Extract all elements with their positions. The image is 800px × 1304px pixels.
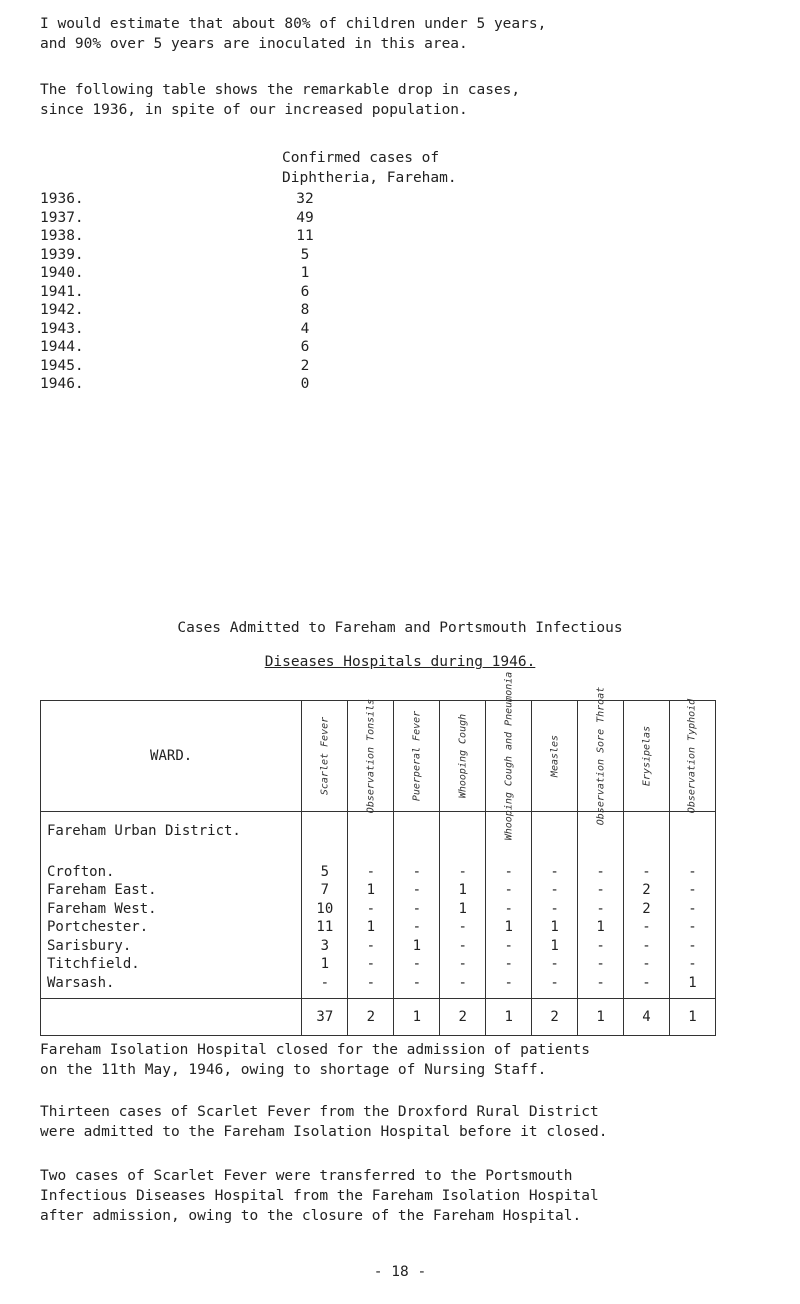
ward-names-cell bbox=[41, 812, 302, 999]
table-cell: - bbox=[596, 900, 605, 917]
confirmed-title-line1: Confirmed cases of bbox=[282, 150, 440, 166]
data-column bbox=[578, 812, 624, 999]
total-cell: 2 bbox=[440, 999, 486, 1036]
total-cell: 2 bbox=[348, 999, 394, 1036]
table-cell: - bbox=[412, 956, 422, 972]
table-cell: - bbox=[504, 937, 513, 954]
table-cell: - bbox=[688, 937, 697, 954]
table-cell: 11 bbox=[316, 919, 334, 935]
table-cell: 1 bbox=[596, 919, 605, 935]
confirmed-row bbox=[40, 247, 440, 266]
table-cell: 2 bbox=[642, 900, 651, 917]
cases: 1 bbox=[300, 265, 310, 281]
section-label: Fareham Urban District. bbox=[47, 823, 241, 839]
table-cell: 1 bbox=[412, 937, 422, 954]
total-cell: 1 bbox=[669, 999, 715, 1036]
disease-header bbox=[394, 701, 440, 812]
disease-header-label: Observation Typhoid bbox=[686, 698, 698, 814]
table-cell: - bbox=[366, 863, 376, 880]
table-cell: - bbox=[412, 882, 422, 898]
year: 1943. bbox=[40, 320, 84, 337]
disease-header-label: Scarlet Fever bbox=[319, 716, 331, 796]
disease-header-label: Measles bbox=[549, 734, 561, 778]
disease-header-label: Whooping Cough bbox=[457, 713, 469, 799]
year: 1938. bbox=[40, 228, 84, 244]
admitted-subtitle-text: Diseases Hospitals during 1946. bbox=[264, 654, 536, 670]
confirmed-row bbox=[40, 228, 440, 247]
data-column bbox=[348, 812, 394, 999]
ward-name: Fareham East. bbox=[47, 882, 157, 898]
confirmed-row bbox=[40, 210, 440, 229]
confirmed-cases-list bbox=[40, 191, 440, 395]
table-body-row bbox=[41, 812, 716, 999]
table-cell: - bbox=[366, 937, 376, 954]
confirmed-row bbox=[40, 265, 440, 284]
table-cell: - bbox=[550, 900, 559, 917]
table-cell: - bbox=[642, 974, 651, 991]
table-cell: 1 bbox=[366, 919, 376, 935]
admitted-cases-subtitle bbox=[0, 652, 800, 672]
total-cell: 2 bbox=[532, 999, 578, 1036]
ward-name: Portchester. bbox=[47, 919, 149, 935]
cases: 6 bbox=[300, 339, 310, 355]
table-cell: - bbox=[412, 919, 422, 935]
disease-header-label: Observation Tonsils bbox=[365, 698, 377, 814]
cases: 6 bbox=[300, 283, 310, 300]
table-cell: - bbox=[504, 974, 513, 991]
ward-name: Fareham West. bbox=[47, 900, 157, 917]
table-cell: - bbox=[550, 863, 559, 880]
ward-name: Titchfield. bbox=[47, 956, 140, 972]
disease-header-label: Erysipelas bbox=[641, 725, 653, 787]
confirmed-cases-title bbox=[282, 148, 457, 188]
cases: 32 bbox=[296, 191, 314, 207]
table-cell: 1 bbox=[320, 956, 330, 972]
table-cell: - bbox=[596, 882, 605, 898]
totals-label-cell bbox=[41, 999, 302, 1036]
table-cell: - bbox=[688, 956, 697, 972]
note-paragraph-droxford-cases: Thirteen cases of Scarlet Fever from the Droxford Rural District were admitted to the Fareham Isolation Hospital before it closed. bbox=[40, 1104, 608, 1140]
year: 1946. bbox=[40, 376, 84, 392]
table-cell: - bbox=[596, 956, 605, 972]
year: 1937. bbox=[40, 209, 84, 226]
disease-header-label: Puerperal Fever bbox=[411, 710, 423, 802]
totals-row bbox=[41, 999, 716, 1036]
admissions-table bbox=[40, 671, 716, 1036]
table-cell: 1 bbox=[550, 937, 559, 954]
table-cell: - bbox=[504, 882, 513, 898]
year: 1944. bbox=[40, 339, 84, 355]
data-column bbox=[532, 812, 578, 999]
table-cell: - bbox=[642, 937, 651, 954]
table-cell: - bbox=[688, 882, 697, 898]
table-cell: - bbox=[550, 956, 559, 972]
ward-name: Warsash. bbox=[47, 974, 115, 991]
disease-header bbox=[486, 671, 532, 841]
table-cell: - bbox=[458, 919, 467, 935]
table-cell: - bbox=[688, 919, 697, 935]
table-cell: 1 bbox=[688, 974, 697, 991]
disease-header bbox=[532, 701, 578, 812]
table-cell: - bbox=[458, 956, 467, 972]
table-cell: - bbox=[366, 956, 376, 972]
data-column bbox=[302, 812, 348, 999]
table-cell: - bbox=[596, 863, 605, 880]
confirmed-row bbox=[40, 339, 440, 358]
year: 1941. bbox=[40, 283, 84, 300]
table-cell: - bbox=[412, 900, 422, 917]
table-cell: 1 bbox=[366, 882, 376, 898]
disease-header bbox=[302, 701, 348, 812]
table-cell: - bbox=[320, 974, 330, 991]
note-paragraph-transfers: Two cases of Scarlet Fever were transferred to the Portsmouth Infectious Diseases Hospital from the Fareham Isolation Hospital after admission, owing to the closure of the Fareham Hospital. bbox=[40, 1168, 599, 1224]
cases: 8 bbox=[300, 302, 310, 318]
disease-header bbox=[669, 698, 715, 814]
confirmed-row bbox=[40, 284, 440, 303]
table-cell: 1 bbox=[550, 919, 559, 935]
cases: 0 bbox=[300, 376, 310, 392]
table-cell: - bbox=[458, 974, 467, 991]
table-cell: - bbox=[504, 900, 513, 917]
total-cell: 1 bbox=[578, 999, 624, 1036]
total-cell: 4 bbox=[624, 999, 670, 1036]
admitted-cases-title: Cases Admitted to Fareham and Portsmouth Infectious bbox=[177, 620, 623, 636]
page-number: - 18 - bbox=[373, 1264, 427, 1280]
disease-header-label: Whooping Cough and Pneumonia bbox=[503, 671, 515, 841]
table-cell: - bbox=[458, 863, 467, 880]
cases: 5 bbox=[300, 246, 310, 263]
table-cell: 1 bbox=[504, 919, 513, 935]
cases: 11 bbox=[296, 228, 314, 244]
ward-name: Sarisbury. bbox=[47, 937, 132, 954]
disease-header-label: Observation Sore Throat bbox=[595, 686, 607, 826]
table-cell: 5 bbox=[320, 863, 330, 880]
data-column bbox=[394, 812, 440, 999]
table-cell: 1 bbox=[458, 882, 467, 898]
disease-header bbox=[348, 698, 394, 814]
confirmed-row bbox=[40, 191, 440, 210]
table-header-row bbox=[41, 701, 716, 812]
cases: 4 bbox=[300, 320, 310, 337]
table-cell: - bbox=[366, 974, 376, 991]
table-cell: - bbox=[366, 900, 376, 917]
confirmed-row bbox=[40, 302, 440, 321]
table-cell: - bbox=[596, 937, 605, 954]
year: 1940. bbox=[40, 265, 84, 281]
table-cell: - bbox=[458, 937, 467, 954]
table-cell: - bbox=[642, 919, 651, 935]
disease-header bbox=[440, 701, 486, 812]
total-cell: 1 bbox=[394, 999, 440, 1036]
intro-paragraph-1: I would estimate that about 80% of children under 5 years, and 90% over 5 years are inoculated in this area. bbox=[40, 16, 547, 52]
total-cell: 37 bbox=[302, 999, 348, 1036]
table-cell: - bbox=[504, 956, 513, 972]
note-paragraph-hospital-closed: Fareham Isolation Hospital closed for the admission of patients on the 11th May, 1946, owing to shortage of Nursing Staff. bbox=[40, 1042, 590, 1078]
table-cell: 2 bbox=[642, 882, 651, 898]
table-cell: - bbox=[596, 974, 605, 991]
confirmed-row bbox=[40, 376, 440, 395]
table-cell: - bbox=[550, 882, 559, 898]
table-cell: - bbox=[688, 900, 697, 917]
confirmed-row bbox=[40, 321, 440, 340]
table-cell: - bbox=[412, 863, 422, 880]
total-cell: 1 bbox=[486, 999, 532, 1036]
data-column bbox=[440, 812, 486, 999]
table-cell: - bbox=[642, 863, 651, 880]
table-cell: 10 bbox=[316, 900, 334, 917]
cases: 2 bbox=[300, 357, 310, 374]
data-column bbox=[669, 812, 715, 999]
table-cell: - bbox=[504, 863, 513, 880]
disease-header bbox=[578, 686, 624, 826]
table-cell: - bbox=[550, 974, 559, 991]
intro-paragraph-2: The following table shows the remarkable drop in cases, since 1936, in spite of our increased population. bbox=[40, 82, 521, 118]
year: 1942. bbox=[40, 302, 84, 318]
table-cell: 3 bbox=[320, 937, 330, 954]
year: 1936. bbox=[40, 191, 84, 207]
data-column bbox=[624, 812, 670, 999]
ward-column-header: WARD. bbox=[41, 701, 302, 812]
table-cell: 1 bbox=[458, 900, 467, 917]
cases: 49 bbox=[296, 209, 314, 226]
table-cell: - bbox=[412, 974, 422, 991]
table-cell: - bbox=[688, 863, 697, 880]
year: 1945. bbox=[40, 357, 84, 374]
disease-header bbox=[624, 701, 670, 812]
table-cell: 7 bbox=[320, 882, 330, 898]
table-cell: - bbox=[642, 956, 651, 972]
year: 1939. bbox=[40, 246, 84, 263]
confirmed-row bbox=[40, 358, 440, 377]
ward-name: Crofton. bbox=[47, 863, 115, 880]
confirmed-title-line2: Diphtheria, Fareham. bbox=[282, 170, 457, 186]
